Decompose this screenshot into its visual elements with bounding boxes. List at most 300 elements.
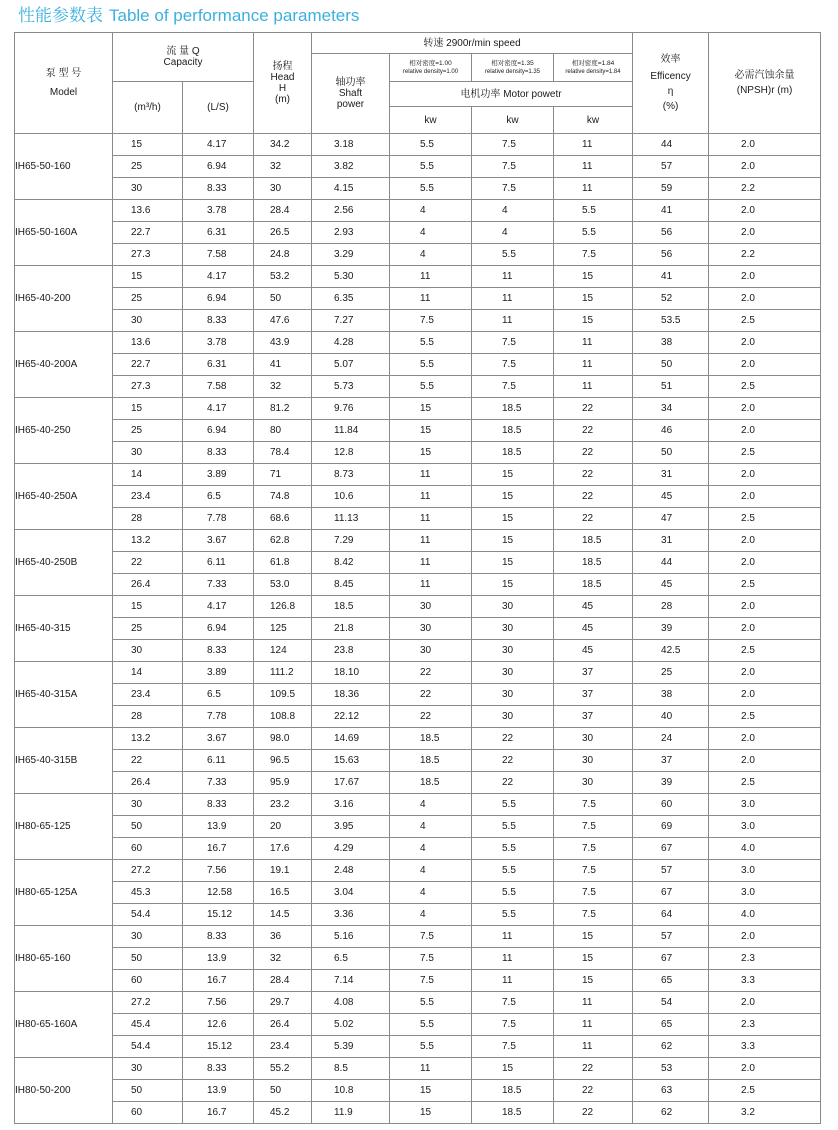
npsh-cell: 2.0 bbox=[709, 398, 821, 420]
table-row bbox=[15, 178, 821, 200]
flow-ls-cell: 3.89 bbox=[183, 662, 254, 684]
flow-m3h-cell: 25 bbox=[113, 156, 183, 178]
motor-kw-2-cell: 30 bbox=[472, 706, 554, 728]
head-cell: 68.6 bbox=[254, 508, 312, 530]
efficiency-cell: 56 bbox=[633, 222, 709, 244]
efficiency-cell: 67 bbox=[633, 838, 709, 860]
flow-ls-cell: 3.78 bbox=[183, 332, 254, 354]
header-shaft-zh: 轴功率 bbox=[335, 77, 366, 88]
header-model-zh: 泵 型 号 bbox=[45, 68, 82, 79]
flow-ls-cell: 13.9 bbox=[183, 948, 254, 970]
header-npsh-en: (NPSH)r (m) bbox=[736, 85, 793, 96]
motor-kw-3-cell: 18.5 bbox=[554, 552, 633, 574]
table-row bbox=[15, 398, 821, 420]
motor-kw-1-cell: 30 bbox=[390, 596, 472, 618]
flow-m3h-cell: 13.6 bbox=[113, 332, 183, 354]
flow-m3h-cell: 27.2 bbox=[113, 992, 183, 1014]
motor-kw-2-cell: 7.5 bbox=[472, 376, 554, 398]
head-cell: 78.4 bbox=[254, 442, 312, 464]
efficiency-cell: 67 bbox=[633, 882, 709, 904]
header-density2-en: relative density=1.35 bbox=[484, 68, 541, 75]
flow-ls-cell: 6.11 bbox=[183, 750, 254, 772]
efficiency-cell: 46 bbox=[633, 420, 709, 442]
npsh-cell: 2.0 bbox=[709, 134, 821, 156]
npsh-cell: 3.0 bbox=[709, 794, 821, 816]
model-cell: IH80-65-125 bbox=[15, 794, 113, 860]
shaft-power-cell: 7.29 bbox=[312, 530, 390, 552]
table-row bbox=[15, 354, 821, 376]
table-row bbox=[15, 552, 821, 574]
efficiency-cell: 44 bbox=[633, 552, 709, 574]
motor-kw-2-cell: 11 bbox=[472, 926, 554, 948]
model-cell: IH65-40-200A bbox=[15, 332, 113, 398]
motor-kw-3-cell: 15 bbox=[554, 310, 633, 332]
flow-m3h-cell: 50 bbox=[113, 816, 183, 838]
shaft-power-cell: 10.6 bbox=[312, 486, 390, 508]
table-row bbox=[15, 1014, 821, 1036]
flow-ls-cell: 12.6 bbox=[183, 1014, 254, 1036]
efficiency-cell: 50 bbox=[633, 354, 709, 376]
flow-ls-cell: 6.94 bbox=[183, 420, 254, 442]
efficiency-cell: 63 bbox=[633, 1080, 709, 1102]
shaft-power-cell: 18.36 bbox=[312, 684, 390, 706]
efficiency-cell: 53.5 bbox=[633, 310, 709, 332]
flow-m3h-cell: 23.4 bbox=[113, 684, 183, 706]
flow-ls-cell: 4.17 bbox=[183, 596, 254, 618]
table-row bbox=[15, 442, 821, 464]
npsh-cell: 2.0 bbox=[709, 332, 821, 354]
motor-kw-1-cell: 5.5 bbox=[390, 376, 472, 398]
motor-kw-2-cell: 7.5 bbox=[472, 134, 554, 156]
efficiency-cell: 38 bbox=[633, 332, 709, 354]
efficiency-cell: 69 bbox=[633, 816, 709, 838]
table-row bbox=[15, 1036, 821, 1058]
shaft-power-cell: 3.16 bbox=[312, 794, 390, 816]
shaft-power-cell: 3.82 bbox=[312, 156, 390, 178]
head-cell: 23.4 bbox=[254, 1036, 312, 1058]
efficiency-cell: 52 bbox=[633, 288, 709, 310]
head-cell: 125 bbox=[254, 618, 312, 640]
table-row bbox=[15, 420, 821, 442]
motor-kw-1-cell: 5.5 bbox=[390, 354, 472, 376]
motor-kw-2-cell: 11 bbox=[472, 288, 554, 310]
flow-ls-cell: 16.7 bbox=[183, 970, 254, 992]
flow-m3h-cell: 13.2 bbox=[113, 728, 183, 750]
page-title-zh: 性能参数表 bbox=[18, 6, 103, 25]
flow-ls-cell: 7.58 bbox=[183, 376, 254, 398]
flow-ls-cell: 6.94 bbox=[183, 288, 254, 310]
efficiency-cell: 44 bbox=[633, 134, 709, 156]
head-cell: 45.2 bbox=[254, 1102, 312, 1124]
flow-m3h-cell: 26.4 bbox=[113, 574, 183, 596]
flow-m3h-cell: 30 bbox=[113, 178, 183, 200]
flow-m3h-cell: 25 bbox=[113, 288, 183, 310]
head-cell: 109.5 bbox=[254, 684, 312, 706]
flow-m3h-cell: 23.4 bbox=[113, 486, 183, 508]
npsh-cell: 2.0 bbox=[709, 420, 821, 442]
header-eff-unit: (%) bbox=[662, 101, 679, 112]
motor-kw-1-cell: 7.5 bbox=[390, 970, 472, 992]
motor-kw-3-cell: 5.5 bbox=[554, 222, 633, 244]
shaft-power-cell: 15.63 bbox=[312, 750, 390, 772]
table-header bbox=[15, 33, 821, 134]
header-capacity-en: Capacity bbox=[163, 57, 203, 68]
flow-m3h-cell: 13.2 bbox=[113, 530, 183, 552]
motor-kw-2-cell: 22 bbox=[472, 772, 554, 794]
head-cell: 111.2 bbox=[254, 662, 312, 684]
npsh-cell: 3.0 bbox=[709, 816, 821, 838]
flow-m3h-cell: 22.7 bbox=[113, 222, 183, 244]
efficiency-cell: 65 bbox=[633, 970, 709, 992]
table-row bbox=[15, 134, 821, 156]
header-npsh bbox=[709, 33, 821, 134]
head-cell: 26.4 bbox=[254, 1014, 312, 1036]
table-row bbox=[15, 1058, 821, 1080]
header-shaft-en2: power bbox=[336, 99, 365, 110]
motor-kw-3-cell: 37 bbox=[554, 662, 633, 684]
npsh-cell: 2.0 bbox=[709, 486, 821, 508]
npsh-cell: 2.5 bbox=[709, 442, 821, 464]
flow-m3h-cell: 54.4 bbox=[113, 1036, 183, 1058]
head-cell: 34.2 bbox=[254, 134, 312, 156]
page-title bbox=[18, 3, 359, 29]
table-row bbox=[15, 288, 821, 310]
flow-m3h-cell: 27.3 bbox=[113, 244, 183, 266]
motor-kw-2-cell: 11 bbox=[472, 948, 554, 970]
flow-ls-cell: 7.56 bbox=[183, 860, 254, 882]
head-cell: 32 bbox=[254, 156, 312, 178]
model-cell: IH65-50-160 bbox=[15, 134, 113, 200]
motor-kw-3-cell: 11 bbox=[554, 376, 633, 398]
motor-kw-3-cell: 7.5 bbox=[554, 816, 633, 838]
efficiency-cell: 53 bbox=[633, 1058, 709, 1080]
npsh-cell: 2.3 bbox=[709, 948, 821, 970]
motor-kw-3-cell: 15 bbox=[554, 948, 633, 970]
flow-m3h-cell: 60 bbox=[113, 838, 183, 860]
flow-ls-cell: 12.58 bbox=[183, 882, 254, 904]
head-cell: 30 bbox=[254, 178, 312, 200]
shaft-power-cell: 9.76 bbox=[312, 398, 390, 420]
motor-kw-2-cell: 22 bbox=[472, 750, 554, 772]
motor-kw-3-cell: 7.5 bbox=[554, 904, 633, 926]
flow-ls-cell: 13.9 bbox=[183, 816, 254, 838]
table-body bbox=[15, 134, 821, 1124]
flow-m3h-cell: 60 bbox=[113, 1102, 183, 1124]
npsh-cell: 2.0 bbox=[709, 596, 821, 618]
motor-kw-3-cell: 18.5 bbox=[554, 574, 633, 596]
motor-kw-1-cell: 5.5 bbox=[390, 1036, 472, 1058]
npsh-cell: 2.0 bbox=[709, 552, 821, 574]
shaft-power-cell: 4.08 bbox=[312, 992, 390, 1014]
shaft-power-cell: 18.10 bbox=[312, 662, 390, 684]
efficiency-cell: 60 bbox=[633, 794, 709, 816]
motor-kw-3-cell: 7.5 bbox=[554, 838, 633, 860]
npsh-cell: 3.2 bbox=[709, 1102, 821, 1124]
motor-kw-2-cell: 7.5 bbox=[472, 332, 554, 354]
npsh-cell: 2.2 bbox=[709, 244, 821, 266]
flow-m3h-cell: 30 bbox=[113, 310, 183, 332]
page-title-en: Table of performance parameters bbox=[109, 6, 360, 25]
table-row bbox=[15, 1102, 821, 1124]
flow-ls-cell: 15.12 bbox=[183, 904, 254, 926]
motor-kw-1-cell: 30 bbox=[390, 640, 472, 662]
npsh-cell: 2.0 bbox=[709, 464, 821, 486]
motor-kw-1-cell: 4 bbox=[390, 816, 472, 838]
head-cell: 98.0 bbox=[254, 728, 312, 750]
flow-m3h-cell: 54.4 bbox=[113, 904, 183, 926]
motor-kw-3-cell: 22 bbox=[554, 486, 633, 508]
efficiency-cell: 41 bbox=[633, 200, 709, 222]
motor-kw-1-cell: 15 bbox=[390, 1080, 472, 1102]
npsh-cell: 2.5 bbox=[709, 508, 821, 530]
efficiency-cell: 34 bbox=[633, 398, 709, 420]
motor-kw-1-cell: 15 bbox=[390, 420, 472, 442]
header-density2-zh: 相对密度=1.35 bbox=[491, 59, 534, 67]
head-cell: 95.9 bbox=[254, 772, 312, 794]
flow-ls-cell: 6.5 bbox=[183, 684, 254, 706]
flow-ls-cell: 8.33 bbox=[183, 442, 254, 464]
head-cell: 36 bbox=[254, 926, 312, 948]
motor-kw-2-cell: 15 bbox=[472, 464, 554, 486]
flow-ls-cell: 3.67 bbox=[183, 728, 254, 750]
shaft-power-cell: 11.13 bbox=[312, 508, 390, 530]
model-cell: IH65-40-200 bbox=[15, 266, 113, 332]
motor-kw-2-cell: 5.5 bbox=[472, 860, 554, 882]
efficiency-cell: 45 bbox=[633, 486, 709, 508]
shaft-power-cell: 5.02 bbox=[312, 1014, 390, 1036]
table-row bbox=[15, 992, 821, 1014]
flow-ls-cell: 7.33 bbox=[183, 772, 254, 794]
shaft-power-cell: 12.8 bbox=[312, 442, 390, 464]
efficiency-cell: 57 bbox=[633, 156, 709, 178]
header-density1-en: relative density=1.00 bbox=[402, 68, 459, 75]
flow-m3h-cell: 15 bbox=[113, 266, 183, 288]
efficiency-cell: 41 bbox=[633, 266, 709, 288]
motor-kw-1-cell: 4 bbox=[390, 200, 472, 222]
efficiency-cell: 39 bbox=[633, 772, 709, 794]
header-model bbox=[15, 33, 113, 134]
motor-kw-1-cell: 11 bbox=[390, 552, 472, 574]
motor-kw-2-cell: 5.5 bbox=[472, 794, 554, 816]
efficiency-cell: 54 bbox=[633, 992, 709, 1014]
motor-kw-1-cell: 11 bbox=[390, 1058, 472, 1080]
efficiency-cell: 37 bbox=[633, 750, 709, 772]
flow-m3h-cell: 26.4 bbox=[113, 772, 183, 794]
table-row bbox=[15, 838, 821, 860]
header-capacity-zh: 流 量 Q bbox=[166, 46, 200, 57]
efficiency-cell: 38 bbox=[633, 684, 709, 706]
shaft-power-cell: 17.67 bbox=[312, 772, 390, 794]
efficiency-cell: 57 bbox=[633, 926, 709, 948]
flow-ls-cell: 6.31 bbox=[183, 354, 254, 376]
flow-m3h-cell: 30 bbox=[113, 794, 183, 816]
head-cell: 74.8 bbox=[254, 486, 312, 508]
efficiency-cell: 62 bbox=[633, 1036, 709, 1058]
efficiency-cell: 25 bbox=[633, 662, 709, 684]
shaft-power-cell: 14.69 bbox=[312, 728, 390, 750]
efficiency-cell: 24 bbox=[633, 728, 709, 750]
flow-ls-cell: 8.33 bbox=[183, 794, 254, 816]
shaft-power-cell: 18.5 bbox=[312, 596, 390, 618]
table-row bbox=[15, 1080, 821, 1102]
table-row bbox=[15, 926, 821, 948]
efficiency-cell: 47 bbox=[633, 508, 709, 530]
npsh-cell: 3.0 bbox=[709, 860, 821, 882]
shaft-power-cell: 10.8 bbox=[312, 1080, 390, 1102]
motor-kw-1-cell: 18.5 bbox=[390, 728, 472, 750]
head-cell: 19.1 bbox=[254, 860, 312, 882]
motor-kw-1-cell: 18.5 bbox=[390, 750, 472, 772]
head-cell: 24.8 bbox=[254, 244, 312, 266]
header-unit-m3h: (m³/h) bbox=[113, 82, 183, 134]
flow-ls-cell: 7.56 bbox=[183, 992, 254, 1014]
efficiency-cell: 28 bbox=[633, 596, 709, 618]
head-cell: 80 bbox=[254, 420, 312, 442]
motor-kw-3-cell: 22 bbox=[554, 398, 633, 420]
efficiency-cell: 31 bbox=[633, 464, 709, 486]
header-eff-en: Efficency bbox=[650, 71, 691, 82]
flow-m3h-cell: 13.6 bbox=[113, 200, 183, 222]
npsh-cell: 2.0 bbox=[709, 156, 821, 178]
motor-kw-2-cell: 7.5 bbox=[472, 1036, 554, 1058]
head-cell: 53.0 bbox=[254, 574, 312, 596]
motor-kw-3-cell: 45 bbox=[554, 640, 633, 662]
flow-m3h-cell: 30 bbox=[113, 640, 183, 662]
flow-ls-cell: 15.12 bbox=[183, 1036, 254, 1058]
header-motor-power: 电机功率 Motor powetr bbox=[390, 82, 633, 107]
flow-m3h-cell: 15 bbox=[113, 134, 183, 156]
motor-kw-2-cell: 18.5 bbox=[472, 420, 554, 442]
head-cell: 62.8 bbox=[254, 530, 312, 552]
table-row bbox=[15, 948, 821, 970]
flow-ls-cell: 8.33 bbox=[183, 926, 254, 948]
header-model-en: Model bbox=[49, 87, 78, 98]
shaft-power-cell: 4.28 bbox=[312, 332, 390, 354]
shaft-power-cell: 3.04 bbox=[312, 882, 390, 904]
model-cell: IH65-40-315A bbox=[15, 662, 113, 728]
motor-kw-1-cell: 11 bbox=[390, 288, 472, 310]
npsh-cell: 2.0 bbox=[709, 354, 821, 376]
npsh-cell: 2.5 bbox=[709, 376, 821, 398]
motor-kw-3-cell: 37 bbox=[554, 706, 633, 728]
npsh-cell: 2.0 bbox=[709, 288, 821, 310]
header-density-1 bbox=[390, 54, 472, 82]
header-density-2 bbox=[472, 54, 554, 82]
motor-kw-2-cell: 7.5 bbox=[472, 992, 554, 1014]
motor-kw-1-cell: 4 bbox=[390, 838, 472, 860]
efficiency-cell: 64 bbox=[633, 904, 709, 926]
table-row bbox=[15, 640, 821, 662]
motor-kw-2-cell: 18.5 bbox=[472, 442, 554, 464]
efficiency-cell: 56 bbox=[633, 244, 709, 266]
npsh-cell: 2.2 bbox=[709, 178, 821, 200]
motor-kw-1-cell: 7.5 bbox=[390, 948, 472, 970]
header-density-3 bbox=[554, 54, 633, 82]
flow-ls-cell: 8.33 bbox=[183, 640, 254, 662]
head-cell: 50 bbox=[254, 288, 312, 310]
shaft-power-cell: 5.39 bbox=[312, 1036, 390, 1058]
header-kw-3: kw bbox=[554, 107, 633, 134]
motor-kw-3-cell: 11 bbox=[554, 992, 633, 1014]
performance-table bbox=[14, 32, 821, 1124]
shaft-power-cell: 3.36 bbox=[312, 904, 390, 926]
shaft-power-cell: 5.30 bbox=[312, 266, 390, 288]
efficiency-cell: 57 bbox=[633, 860, 709, 882]
head-cell: 28.4 bbox=[254, 970, 312, 992]
header-kw-2: kw bbox=[472, 107, 554, 134]
table-row bbox=[15, 244, 821, 266]
flow-ls-cell: 8.33 bbox=[183, 310, 254, 332]
flow-ls-cell: 13.9 bbox=[183, 1080, 254, 1102]
shaft-power-cell: 8.45 bbox=[312, 574, 390, 596]
flow-m3h-cell: 22 bbox=[113, 552, 183, 574]
head-cell: 32 bbox=[254, 376, 312, 398]
motor-kw-2-cell: 7.5 bbox=[472, 178, 554, 200]
table-row bbox=[15, 904, 821, 926]
motor-kw-2-cell: 18.5 bbox=[472, 398, 554, 420]
npsh-cell: 2.0 bbox=[709, 200, 821, 222]
flow-m3h-cell: 25 bbox=[113, 420, 183, 442]
table-row bbox=[15, 882, 821, 904]
motor-kw-3-cell: 7.5 bbox=[554, 244, 633, 266]
shaft-power-cell: 5.07 bbox=[312, 354, 390, 376]
flow-ls-cell: 3.67 bbox=[183, 530, 254, 552]
motor-kw-1-cell: 4 bbox=[390, 794, 472, 816]
shaft-power-cell: 7.27 bbox=[312, 310, 390, 332]
table-row bbox=[15, 332, 821, 354]
table-row bbox=[15, 574, 821, 596]
model-cell: IH80-65-160 bbox=[15, 926, 113, 992]
motor-kw-1-cell: 15 bbox=[390, 1102, 472, 1124]
motor-kw-1-cell: 11 bbox=[390, 530, 472, 552]
npsh-cell: 2.5 bbox=[709, 574, 821, 596]
npsh-cell: 4.0 bbox=[709, 838, 821, 860]
npsh-cell: 2.5 bbox=[709, 1080, 821, 1102]
flow-m3h-cell: 15 bbox=[113, 398, 183, 420]
flow-m3h-cell: 27.3 bbox=[113, 376, 183, 398]
head-cell: 96.5 bbox=[254, 750, 312, 772]
table-row bbox=[15, 486, 821, 508]
motor-kw-3-cell: 11 bbox=[554, 332, 633, 354]
motor-kw-2-cell: 5.5 bbox=[472, 904, 554, 926]
motor-kw-3-cell: 11 bbox=[554, 156, 633, 178]
table-row bbox=[15, 684, 821, 706]
table-row bbox=[15, 706, 821, 728]
model-cell: IH65-40-315B bbox=[15, 728, 113, 794]
flow-ls-cell: 6.11 bbox=[183, 552, 254, 574]
flow-m3h-cell: 27.2 bbox=[113, 860, 183, 882]
head-cell: 29.7 bbox=[254, 992, 312, 1014]
motor-kw-1-cell: 11 bbox=[390, 508, 472, 530]
flow-ls-cell: 3.78 bbox=[183, 200, 254, 222]
motor-kw-3-cell: 15 bbox=[554, 266, 633, 288]
flow-ls-cell: 16.7 bbox=[183, 1102, 254, 1124]
efficiency-cell: 62 bbox=[633, 1102, 709, 1124]
header-shaft-power bbox=[312, 54, 390, 134]
motor-kw-1-cell: 30 bbox=[390, 618, 472, 640]
flow-ls-cell: 3.89 bbox=[183, 464, 254, 486]
flow-m3h-cell: 45.4 bbox=[113, 1014, 183, 1036]
shaft-power-cell: 5.16 bbox=[312, 926, 390, 948]
flow-m3h-cell: 25 bbox=[113, 618, 183, 640]
table-row bbox=[15, 816, 821, 838]
header-head bbox=[254, 33, 312, 134]
table-row bbox=[15, 750, 821, 772]
motor-kw-2-cell: 4 bbox=[472, 200, 554, 222]
shaft-power-cell: 2.48 bbox=[312, 860, 390, 882]
npsh-cell: 3.3 bbox=[709, 970, 821, 992]
flow-m3h-cell: 60 bbox=[113, 970, 183, 992]
